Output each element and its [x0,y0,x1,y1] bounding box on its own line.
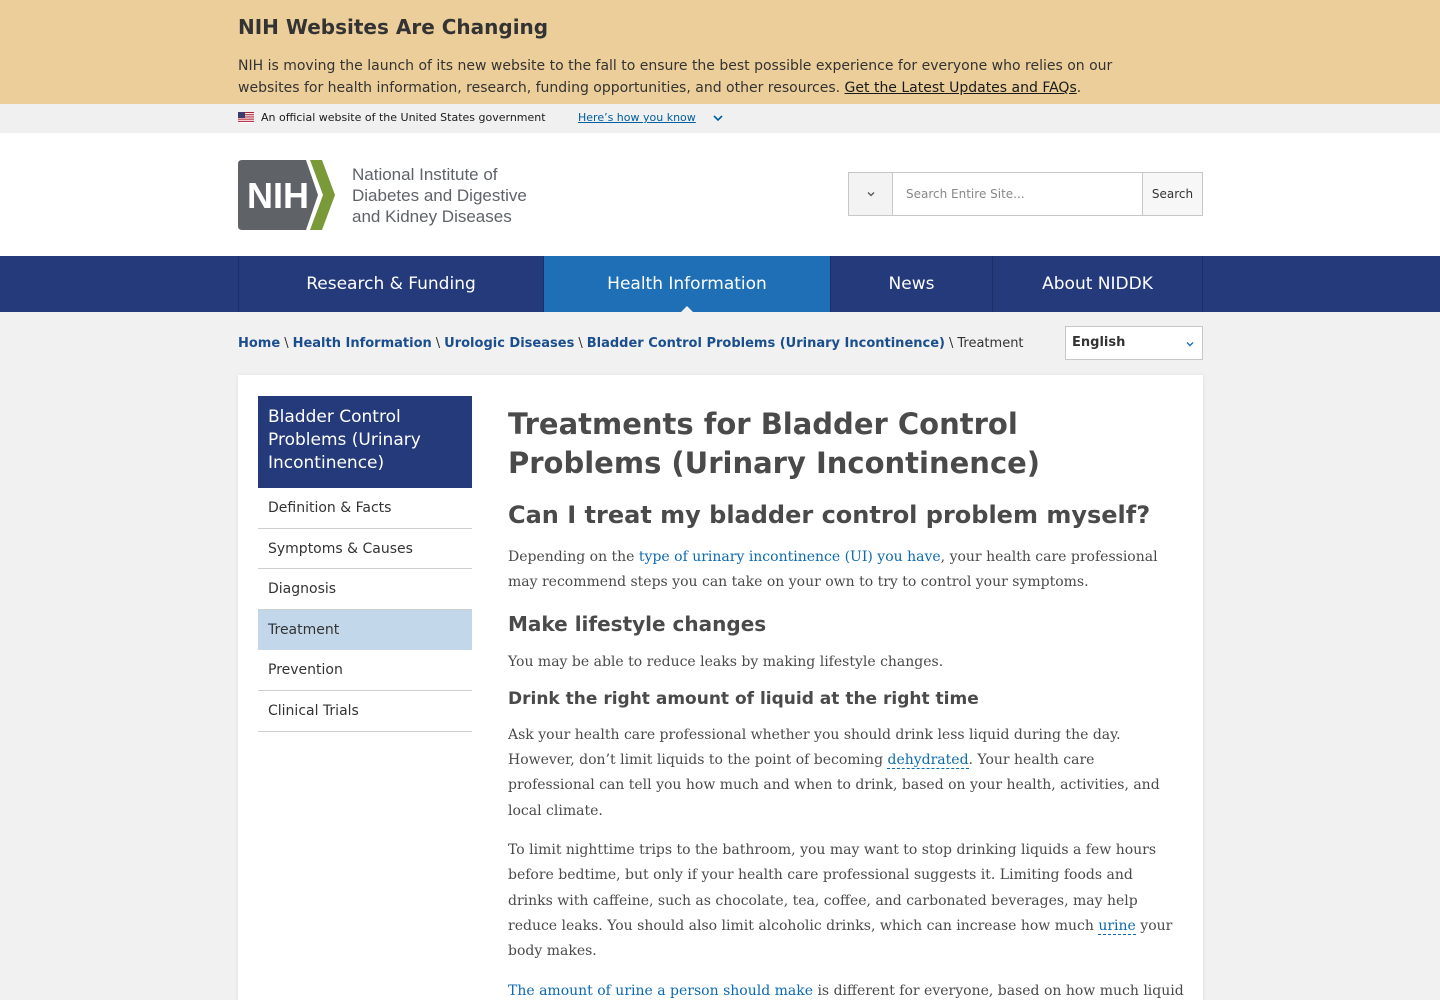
chevron-down-icon [866,189,876,199]
alert-updates-link[interactable]: Get the Latest Updates and FAQs [844,80,1077,96]
logo-mark: NIH [247,175,309,216]
logo-line3: and Kidney Diseases [352,207,512,226]
breadcrumb: Home \ Health Information \ Urologic Diseases \ Bladder Control Problems (Urinary Incontinence) \ Treatment [238,336,1024,351]
nav-research-funding[interactable]: Research & Funding [238,256,543,312]
logo-line1: National Institute of [352,165,498,184]
sidebar-item-symptoms-causes[interactable]: Symptoms & Causes [258,529,472,570]
gov-banner-text: An official website of the United States government [261,111,546,124]
us-flag-icon [238,112,254,123]
page-title: Treatments for Bladder Control Problems (Urinary Incontinence) [508,407,1041,480]
urine-amount-link[interactable]: The amount of urine a person should make [508,982,813,999]
alert-title: NIH Websites Are Changing [238,15,549,39]
nav-news[interactable]: News [830,256,992,312]
sidebar-item-clinical-trials[interactable]: Clinical Trials [258,691,472,732]
subsection-heading: Make lifestyle changes [508,611,767,636]
paragraph: You may be able to reduce leaks by making lifestyle changes. [508,653,944,670]
alert-banner [0,0,1440,104]
search-input[interactable] [894,173,1142,215]
paragraph: Depending on the type of urinary incontinence (UI) you have, your health care professional may recommend steps you can take on your own to try to control your symptoms. [508,549,1158,591]
breadcrumb-home[interactable]: Home [238,336,281,351]
paragraph: To limit nighttime trips to the bathroom, you may want to stop drinking liquids a few hours before bedtime, but only if your health care professional suggests it. Limiting foods and drinks with caffeine, such as chocolate, tea, coffee, and carbonated beverages, may help reduce leaks. You should also limit alcoholic drinks, which can increase how much urine your body makes. [508,842,1173,960]
niddk-logo[interactable] [238,160,538,230]
search-scope-dropdown[interactable] [849,173,893,215]
dehydrated-definition-link[interactable]: dehydrated [887,752,969,769]
logo-line2: Diabetes and Digestive [352,186,527,205]
paragraph: The amount of urine a person should make is different for everyone, based on how much liquid [508,982,1184,999]
language-select[interactable] [1065,326,1203,360]
chevron-down-icon[interactable] [712,112,724,124]
heres-how-you-know-link[interactable]: Here’s how you know [578,111,696,124]
nav-health-information[interactable]: Health Information [543,256,830,312]
nav-about-niddk[interactable]: About NIDDK [992,256,1203,312]
main-content-card [238,375,1203,1000]
alert-body: NIH is moving the launch of its new website to the fall to ensure the best possible experience for everyone who relies on our websites for health information, research, funding opportunities, and other resources. Get the Latest Updates and FAQs. [238,58,1113,96]
sidebar-title[interactable]: Bladder Control Problems (Urinary Incontinence) [258,396,472,488]
ui-type-link[interactable]: type of urinary incontinence (UI) you have [638,549,941,565]
subsubsection-heading: Drink the right amount of liquid at the right time [508,688,979,709]
search-button[interactable]: Search [1142,173,1202,215]
section-heading: Can I treat my bladder control problem myself? [508,501,1151,529]
sidebar-item-prevention[interactable]: Prevention [258,650,472,691]
main-nav [0,256,1440,312]
breadcrumb-current: Treatment [957,336,1024,351]
breadcrumb-bladder-control[interactable]: Bladder Control Problems (Urinary Incontinence) [586,336,945,351]
sidebar-item-treatment[interactable]: Treatment [258,610,472,651]
sidebar-item-definition-facts[interactable]: Definition & Facts [258,488,472,529]
sidebar-nav [258,396,472,732]
search-bar [848,172,1203,216]
urine-definition-link[interactable]: urine [1098,917,1136,934]
chevron-down-icon [1184,338,1196,350]
breadcrumb-health-information[interactable]: Health Information [292,336,432,351]
gov-banner [0,104,1440,133]
language-selected: English [1072,335,1126,350]
paragraph: Ask your health care professional whether you should drink less liquid during the day. However, don’t limit liquids to the point of becoming dehydrated. Your health care professional can tell you how much and when to drink, based on your health, activities, and local climate. [508,726,1160,819]
breadcrumb-urologic-diseases[interactable]: Urologic Diseases [444,336,575,351]
site-header [0,133,1440,256]
sidebar-item-diagnosis[interactable]: Diagnosis [258,569,472,610]
article [508,405,1184,1000]
